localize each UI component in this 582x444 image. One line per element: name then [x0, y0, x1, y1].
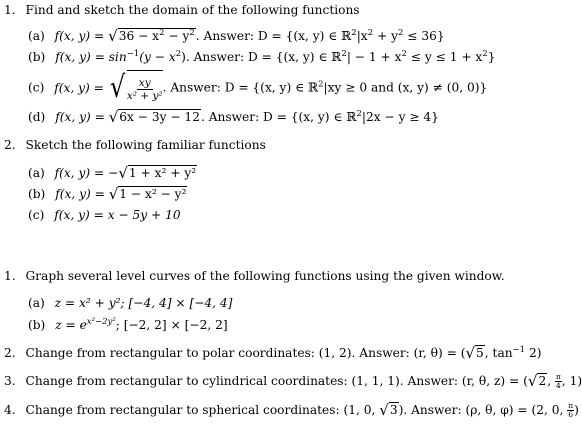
problem-text: Find and sketch the domain of the following functions — [25, 3, 360, 17]
problem-cylindrical: 3. Change from rectangular to cylindrical coordinates: (1, 1, 1). Answer: (r, θ, z) = (√2, $\frac{\pi}{4}$ , 1) — [4, 372, 582, 390]
sqrt-sign: √ — [527, 372, 538, 390]
sqrt-sign: √ — [108, 108, 119, 126]
problem-level-curves — [4, 269, 505, 283]
problem-number: 3. — [4, 374, 16, 388]
function-expression: f(x, y) = — [55, 187, 109, 201]
item-2b — [28, 187, 187, 201]
sqrt-sign: √ — [118, 164, 128, 182]
problem-text: Change from rectangular to spherical coordinates: (1, 0, — [25, 403, 380, 417]
sqrt-sign: √ — [465, 344, 476, 362]
sqrt-sign: √ — [108, 185, 119, 203]
problem-text: Change from rectangular to polar coordinates: (1, 2). Answer: (r, θ) = ( — [25, 346, 466, 360]
function-expression: f(x, y) = — [54, 80, 108, 95]
function-expression: f(x, y) = sin — [55, 50, 127, 64]
problem-number: 2. — [4, 138, 16, 152]
item-label: (c) — [28, 80, 45, 95]
item-label: (c) — [28, 208, 45, 222]
item-1c: (c) f(x, y) = √ $\frac{xy}{\text{x² + y²}}$ . Answer: D = {(x, y) ∈ ℝ$^2$|xy ≥ 0 and (x, y) ≠ (0, 0)} — [28, 70, 488, 105]
function-expression: f(x, y) = − — [54, 166, 119, 180]
sqrt-sign: √ — [108, 27, 118, 45]
item-level-b: (b) $z = e^{x^2-2y^2}$; [−2, 2] × [−2, 2] — [28, 317, 228, 332]
answer-text: ). Answer: D = {(x, y) ∈ ℝ — [181, 50, 342, 64]
item-level-a — [28, 296, 232, 310]
answer-text: . Answer: D = {(x, y) ∈ ℝ — [162, 80, 319, 95]
item-label: (b) — [28, 50, 46, 64]
item-1d: (d) f(x, y) = √6x − 3y − 12. Answer: D = {(x, y) ∈ ℝ$^2$|2x − y ≥ 4} — [28, 108, 439, 126]
answer-text: . Answer: D = {(x, y) ∈ ℝ — [195, 29, 352, 43]
function-expression: f(x, y) = — [54, 29, 109, 43]
exponent: x²−2y² — [86, 317, 116, 327]
sqrt-body: $36 - x^2 - y^2$ — [118, 28, 195, 43]
fraction-denominator: x² + y² — [126, 90, 163, 102]
sqrt-fraction: √ $\frac{xy}{\text{x² + y²}}$ — [109, 70, 163, 105]
sqrt-body: 6x − 3y − 12 — [119, 110, 200, 124]
sqrt-body: 1 + x² + y² — [128, 166, 197, 180]
fraction-numerator: xy — [138, 77, 151, 89]
item-2a — [28, 166, 197, 180]
fraction: $\frac{\pi}{6}$ — [568, 401, 574, 419]
problem-number: 1. — [4, 3, 16, 17]
sqrt-sign: √ — [379, 401, 389, 419]
function-expression: f(x, y) = x − 5y + 10 — [54, 208, 181, 222]
problem-text: Sketch the following familiar functions — [25, 138, 266, 152]
item-label: (a) — [28, 29, 45, 43]
problem-text: Change from rectangular to cylindrical coordinates: (1, 1, 1). Answer: (r, θ, z) = ( — [25, 374, 528, 388]
problem-2-heading — [4, 138, 266, 152]
answer-text: . Answer: D = {(x, y) ∈ ℝ — [200, 110, 357, 124]
problem-number: 2. — [4, 346, 16, 360]
problem-number: 4. — [4, 403, 16, 417]
fraction: $\frac{\pi}{4}$ — [555, 372, 561, 390]
sqrt-body: 1 − x² − y² — [119, 187, 187, 201]
function-expression: f(x, y) = — [55, 110, 109, 124]
problem-polar: 2. Change from rectangular to polar coordinates: (1, 2). Answer: (r, θ) = (√5, $\tan^{-1} 2$) — [4, 344, 542, 362]
item-label: (d) — [28, 110, 46, 124]
function-expression: z = x² + y²; [−4, 4] × [−4, 4] — [54, 296, 233, 310]
problem-number: 1. — [4, 269, 16, 283]
problem-1-heading — [4, 3, 360, 17]
problem-text: Graph several level curves of the following functions using the given window. — [25, 269, 505, 283]
item-label: (b) — [28, 187, 46, 201]
item-2c — [28, 208, 181, 222]
item-1b: (b) f(x, $y) = \sin^{-1}(y - x^2)$. Answer: D = {(x, y) ∈ ℝ$^2$| − $1 + x^2 \le y \le 1 + x^2$} — [28, 49, 496, 64]
item-label: (b) — [28, 318, 46, 332]
item-label: (a) — [28, 166, 45, 180]
item-1a: (a) f(x, $y) = √36 - x^2 - y^2$. Answer: D = {(x, y) ∈ $ℝ^2|x^2 + y^2 \le 36$} — [28, 27, 445, 45]
function-expression: z = e — [55, 318, 87, 332]
problem-spherical: 4. Change from rectangular to spherical coordinates: (1, 0, √3). Answer: (ρ, θ, φ) = (2, 0, $\frac{\pi}{6}$ ) — [4, 401, 579, 419]
item-label: (a) — [28, 296, 45, 310]
